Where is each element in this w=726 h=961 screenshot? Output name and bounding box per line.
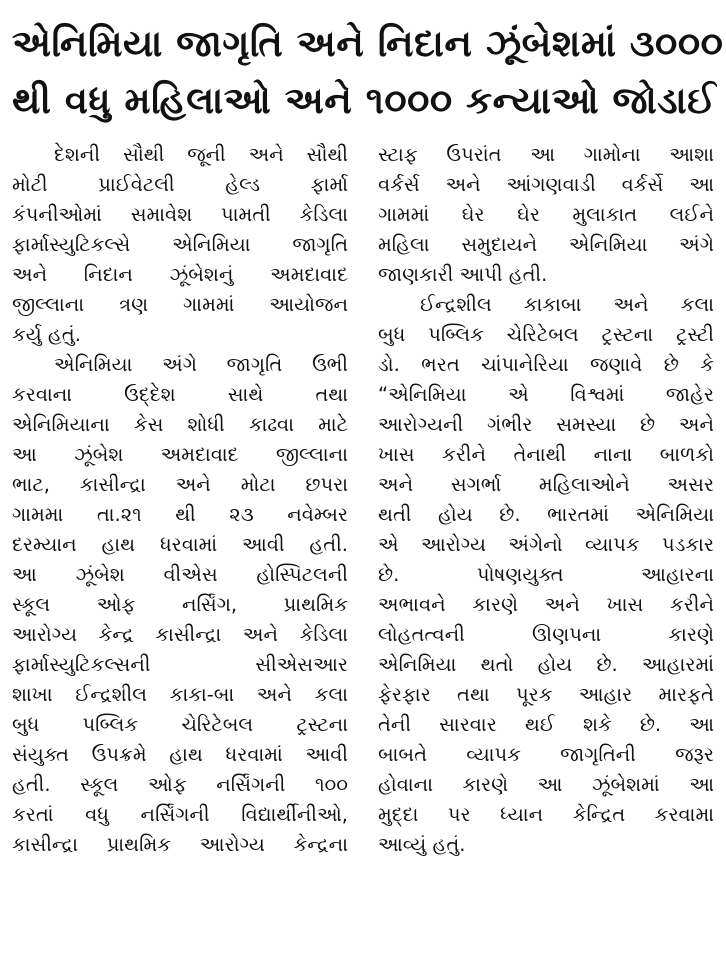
article-line: આરોગ્યની ગંભીર સમસ્યા છે અને	[378, 413, 714, 436]
article-line: છે. પોષણયુક્ત આહારના	[378, 563, 714, 586]
article-line: જીલ્લાના ત્રણ ગામમાં આયોજન	[12, 293, 348, 316]
article-line: શાખા ઈન્દ્રશીલ કાકા-બા અને કલા	[12, 683, 348, 706]
article-line: ફાર્માસ્યુટિકલ્સે એનિમિયા જાગૃતિ	[12, 233, 348, 256]
article-line: કર્યુ હતું.	[12, 323, 81, 346]
article-line: બાબતે વ્યાપક જાગૃતિની જરૂર	[378, 743, 714, 766]
headline-line-1: એનિમિયા જાગૃતિ અને નિદાન ઝૂંબેશમાં ૩૦૦૦	[12, 22, 724, 65]
article-line: આરોગ્ય કેન્દ્ર કાસીન્દ્રા અને કેડિલા	[12, 623, 348, 646]
article-line: સંયુક્ત ઉપક્રમે હાથ ધરવામાં આવી	[12, 743, 348, 766]
article-line: એનિમિયા અંગે જાગૃતિ ઉભી	[54, 353, 348, 376]
article-line: અભાવને કારણે અને ખાસ કરીને	[378, 593, 714, 616]
article-line: બુધ પબ્લિક ચેરિટેબલ ટ્રસ્ટના	[12, 713, 348, 736]
article-line: ગામમાં ઘેર ઘેર મુલાકાત લઈને	[378, 203, 714, 226]
article-line: આ ઝૂંબેશ અમદાવાદ જીલ્લાના	[12, 443, 348, 466]
article-line: ભાટ, કાસીન્દ્રા અને મોટા છપરા	[12, 473, 348, 496]
article-line: અને સગર્ભા મહિલાઓને અસર	[378, 473, 714, 496]
article-line: મોટી પ્રાઈવેટલી હેલ્ડ ફાર્મા	[12, 173, 348, 196]
headline-line-2: થી વધુ મહિલાઓ અને ૧૦૦૦ કન્યાઓ જોડાઈ	[12, 79, 717, 122]
article-line: “એનિમિયા એ વિશ્વમાં જાહેર	[378, 383, 714, 406]
article-line: આ ઝૂંબેશ વીએસ હોસ્પિટલની	[12, 563, 348, 586]
article-line: કંપનીઓમાં સમાવેશ પામતી કેડિલા	[12, 203, 348, 226]
article-line: હોવાના કારણે આ ઝૂંબેશમાં આ	[378, 773, 714, 796]
article-line: દરમ્યાન હાથ ધરવામાં આવી હતી.	[12, 533, 348, 556]
article-line: લોહતત્વની ઊણપના કારણે	[378, 623, 714, 646]
article-line: સ્કૂલ ઓફ નર્સિંગ, પ્રાથમિક	[12, 593, 348, 616]
article-line: કાસીન્દ્રા પ્રાથમિક આરોગ્ય કેન્દ્રના	[12, 833, 348, 856]
article-line: કરવાના ઉદ્દેશ સાથે તથા	[12, 383, 348, 406]
article-line: ગામમા તા.૨૧ થી ૨૩ નવેમ્બર	[12, 503, 348, 526]
article-line: જાણકારી આપી હતી.	[378, 263, 548, 286]
article-column-right	[378, 140, 714, 860]
article-column-left	[12, 140, 348, 860]
article-line: ખાસ કરીને તેનાથી નાના બાળકો	[378, 443, 714, 466]
article-line: મહિલા સમુદાયને એનિમિયા અંગે	[378, 233, 714, 256]
article-line: થતી હોય છે. ભારતમાં એનિમિયા	[378, 503, 714, 526]
article-line: મુદ્દા પર ધ્યાન કેન્દ્રિત કરવામા	[378, 803, 714, 826]
article-line: વર્કર્સ અને આંગણવાડી વર્કર્સે આ	[378, 173, 714, 196]
article-line: ફાર્માસ્યુટિકલ્સની સીએસઆર	[12, 653, 348, 676]
article-line: એનિમિયા થતો હોય છે. આહારમાં	[378, 653, 714, 676]
article-line: દેશની સૌથી જૂની અને સૌથી	[54, 143, 348, 166]
article-line: એનિમિયાના કેસ શોધી કાઢવા માટે	[12, 413, 348, 436]
article-line: આવ્યું હતું.	[378, 833, 466, 856]
article-line: તેની સારવાર થઈ શકે છે. આ	[378, 713, 714, 736]
article-line: કરતાં વધુ નર્સિંગની વિદ્યાર્થીનીઓ,	[12, 803, 348, 826]
article-line: ડો. ભરત ચાંપાનેરિયા જણાવે છે કે	[378, 353, 714, 376]
article-line: ઈન્દ્રશીલ કાકાબા અને કલા	[420, 293, 714, 316]
article-line: હતી. સ્કૂલ ઓફ નર્સિંગની ૧૦૦	[12, 773, 348, 796]
article-line: બુધ પબ્લિક ચેરિટેબલ ટ્રસ્ટના ટ્રસ્ટી	[378, 323, 714, 346]
article-line: સ્ટાફ ઉપરાંત આ ગામોના આશા	[378, 143, 714, 166]
article-line: અને નિદાન ઝૂંબેશનું અમદાવાદ	[12, 263, 348, 286]
article-line: એ આરોગ્ય અંગેનો વ્યાપક પડકાર	[378, 533, 714, 556]
article-line: ફેરફાર તથા પૂરક આહાર મારફતે	[378, 683, 714, 706]
